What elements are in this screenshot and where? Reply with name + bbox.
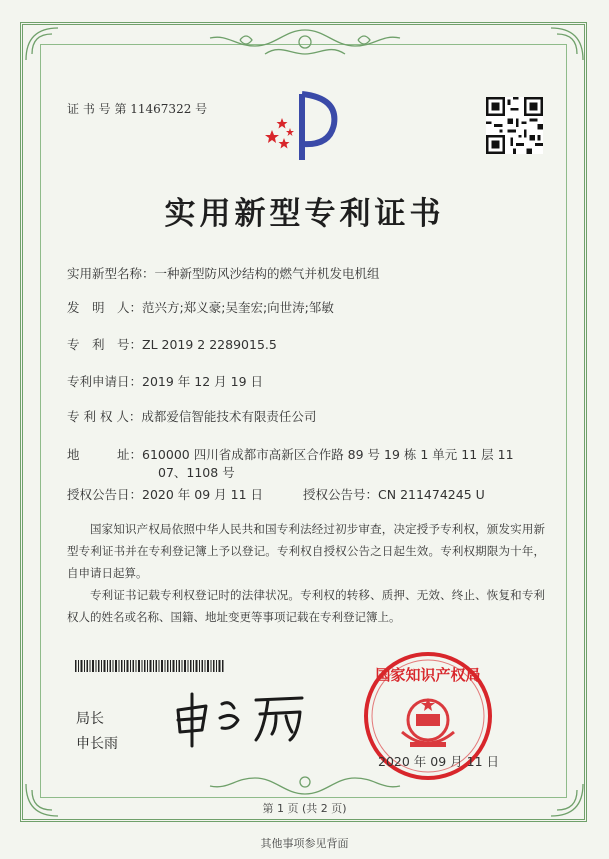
grant-number-value: CN 211474245 U [378, 487, 485, 502]
seal-date: 2020 年 09 月 11 日 [378, 754, 499, 769]
qr-code [486, 97, 543, 154]
top-ornament [180, 24, 430, 64]
director-signature [172, 690, 310, 748]
director-title: 局长 [76, 711, 104, 727]
field-grant-date [67, 485, 263, 503]
patent-number-label: 专 利 号： [67, 337, 143, 352]
field-filing-date [67, 372, 263, 390]
back-note: 其他事项参见背面 [260, 837, 349, 850]
seal-text: 国家知识产权局 [375, 666, 481, 684]
field-address [67, 445, 514, 463]
inventor-value: 范兴方;郑义豪;吴奎宏;向世涛;邹敏 [142, 300, 334, 315]
field-patent-number [67, 335, 277, 353]
patentee-label: 专 利 权 人： [67, 409, 142, 424]
grant-number-label: 授权公告号： [303, 487, 379, 502]
utility-model-name-label: 实用新型名称： [67, 266, 155, 281]
field-grant-number [303, 485, 485, 503]
address-value-line2: 07、1108 号 [158, 465, 235, 480]
grant-date-label: 授权公告日： [67, 487, 143, 502]
filing-date-value: 2019 年 12 月 19 日 [142, 374, 264, 389]
patent-number-value: ZL 2019 2 2289015.5 [142, 337, 277, 352]
director-name: 申长雨 [76, 736, 118, 752]
filing-date-label: 专利申请日： [67, 374, 143, 389]
utility-model-name-value: 一种新型防风沙结构的燃气并机发电机组 [154, 266, 380, 281]
field-utility-model-name [67, 264, 380, 282]
inventor-label: 发 明 人： [67, 300, 143, 315]
cnipa-logo-icon [258, 88, 346, 166]
field-patentee [67, 407, 316, 425]
field-inventor [67, 298, 334, 316]
barcode [75, 660, 225, 672]
certificate-number: 证 书 号 第 11467322 号 [67, 102, 208, 116]
grant-date-value: 2020 年 09 月 11 日 [142, 487, 264, 502]
patentee-value: 成都爱信智能技术有限责任公司 [141, 409, 317, 424]
address-value-line1: 610000 四川省成都市高新区合作路 89 号 19 栋 1 单元 11 层 11 [142, 447, 514, 462]
body-paragraph-2: 专利证书记载专利权登记时的法律状况。专利权的转移、质押、无效、终止、恢复和专利权人的姓名或名称、国籍、地址变更等事项记载在专利登记簿上。 [67, 588, 545, 624]
certificate-title: 实用新型专利证书 [164, 196, 445, 232]
address-label: 地 址： [67, 447, 143, 462]
page-indicator: 第 1 页 (共 2 页) [262, 802, 347, 815]
body-paragraph-1: 国家知识产权局依照中华人民共和国专利法经过初步审查，决定授予专利权，颁发实用新型专利证书并在专利登记簿上予以登记。专利权自授权公告之日起生效。专利权期限为十年，自申请日起算。 [67, 522, 545, 580]
corner-ornament-tl [22, 24, 62, 64]
corner-ornament-tr [547, 24, 587, 64]
